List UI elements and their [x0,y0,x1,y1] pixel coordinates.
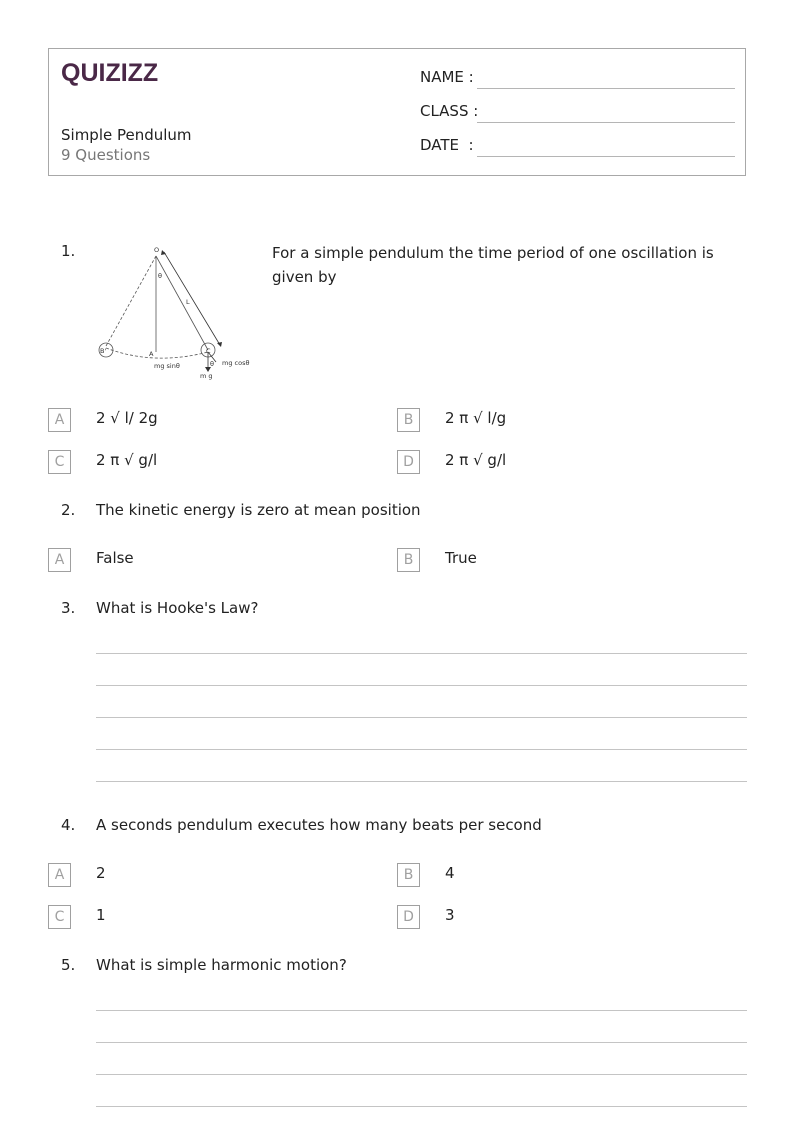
question-3-number: 3. [61,599,76,617]
label-a: A [149,350,154,358]
question-2-number: 2. [61,501,76,519]
arc-path [106,348,208,358]
question-5-text: What is simple harmonic motion? [96,956,347,974]
option-letter: A [48,548,71,572]
answer-line[interactable] [96,717,747,718]
answer-line[interactable] [96,653,747,654]
label-o: O [154,246,160,254]
answer-line[interactable] [96,1106,747,1107]
option-text: False [96,549,134,567]
label-theta: θ [158,272,162,280]
class-label: CLASS : [420,102,479,120]
option-letter: B [397,548,420,572]
label-mg: m g [200,372,213,380]
name-line[interactable] [477,88,735,89]
pendulum-diagram [92,242,258,382]
question-2-text: The kinetic energy is zero at mean position [96,501,421,519]
option-letter: D [397,905,420,929]
label-mg-sin: mg sinθ [154,362,180,370]
name-field[interactable] [420,66,735,92]
option-text: 3 [445,906,455,924]
arrow-head-bottom [217,342,222,347]
option-text: 1 [96,906,106,924]
quizizz-logo: QUIZIZZ [61,59,159,87]
option-letter: B [397,863,420,887]
option-text: 4 [445,864,455,882]
option-letter: A [48,408,71,432]
option-letter: B [397,408,420,432]
label-mg-cos: mg cosθ [222,359,250,367]
option-text: 2 π √ g/l [445,451,507,469]
date-field[interactable] [420,134,735,160]
label-l: L [186,298,190,306]
answer-line[interactable] [96,1042,747,1043]
dashed-string-left [106,256,156,346]
class-field[interactable] [420,100,735,126]
question-4-text: A seconds pendulum executes how many beats per second [96,816,542,834]
answer-line[interactable] [96,1074,747,1075]
answer-line[interactable] [96,685,747,686]
worksheet-header [48,48,746,176]
option-letter: C [48,905,71,929]
answer-line[interactable] [96,749,747,750]
question-4-number: 4. [61,816,76,834]
date-line[interactable] [477,156,735,157]
name-label: NAME : [420,68,474,86]
worksheet-title: Simple Pendulum [61,126,192,144]
label-c: C [206,347,211,355]
option-text: 2 √ l/ 2g [96,409,158,427]
question-1-number: 1. [61,242,76,260]
option-letter: D [397,450,420,474]
question-1-text: For a simple pendulum the time period of one oscillation is given by [272,244,714,286]
answer-line[interactable] [96,1010,747,1011]
class-line[interactable] [477,122,735,123]
label-theta-2: θ [210,360,214,368]
option-text: True [445,549,477,567]
label-b-prime: B' [100,347,107,355]
question-5-number: 5. [61,956,76,974]
string [156,256,208,350]
date-label: DATE : [420,136,474,154]
answer-line[interactable] [96,781,747,782]
option-text: 2 π √ l/g [445,409,507,427]
length-arrow [164,252,220,345]
option-letter: C [48,450,71,474]
option-text: 2 [96,864,106,882]
option-letter: A [48,863,71,887]
question-3-text: What is Hooke's Law? [96,599,259,617]
question-count: 9 Questions [61,146,151,164]
option-text: 2 π √ g/l [96,451,158,469]
